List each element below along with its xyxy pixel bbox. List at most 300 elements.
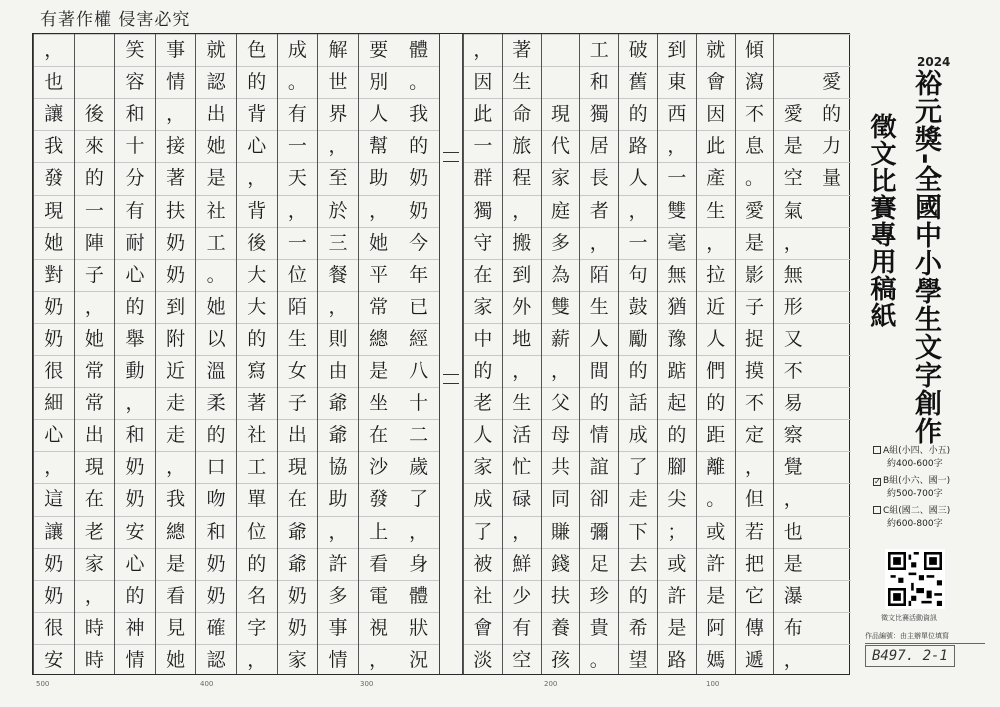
grid-cell bbox=[812, 644, 851, 676]
grid-cell: 去 bbox=[619, 548, 657, 580]
grid-cell: 爺 bbox=[318, 419, 358, 451]
grid-cell: 奶 bbox=[34, 548, 74, 580]
grid-cell: 工 bbox=[196, 227, 236, 259]
manuscript-column bbox=[773, 34, 812, 674]
grid-cell: 的 bbox=[580, 387, 618, 419]
grid-cell: 位 bbox=[278, 259, 318, 291]
grid-cell: 有 bbox=[278, 98, 318, 130]
grid-cell: 她 bbox=[75, 323, 115, 355]
grid-cell bbox=[812, 227, 851, 259]
grid-cell: ， bbox=[697, 227, 735, 259]
grid-cell: 奶 bbox=[278, 612, 318, 644]
grid-cell: ， bbox=[237, 644, 277, 676]
grid-cell bbox=[812, 323, 851, 355]
grid-cell: ， bbox=[658, 130, 696, 162]
grid-cell: 獨 bbox=[580, 98, 618, 130]
grid-cell: 扶 bbox=[542, 580, 580, 612]
grid-cell: 情 bbox=[580, 419, 618, 451]
manuscript-column bbox=[74, 34, 115, 674]
grid-cell: 起 bbox=[658, 387, 696, 419]
grid-cell: 神 bbox=[115, 612, 155, 644]
grid-cell: 毫 bbox=[658, 227, 696, 259]
grid-cell: 由 bbox=[318, 355, 358, 387]
grid-cell: 不 bbox=[736, 98, 774, 130]
grid-cell: 和 bbox=[580, 66, 618, 98]
grid-cell: 是 bbox=[774, 548, 812, 580]
grid-cell: 總 bbox=[156, 516, 196, 548]
grid-cell: 家 bbox=[464, 291, 502, 323]
grid-cell: 氣 bbox=[774, 195, 812, 227]
grid-cell bbox=[812, 291, 851, 323]
grid-cell: 空 bbox=[774, 162, 812, 194]
grid-cell: 沙 bbox=[359, 451, 399, 483]
grid-cell: 大 bbox=[237, 291, 277, 323]
grid-cell: 界 bbox=[318, 98, 358, 130]
grid-cell: 經 bbox=[398, 323, 439, 355]
grid-cell: 多 bbox=[318, 580, 358, 612]
grid-cell: 雙 bbox=[542, 291, 580, 323]
grid-cell: ， bbox=[34, 451, 74, 483]
grid-cell: 易 bbox=[774, 387, 812, 419]
grid-cell: 生 bbox=[697, 195, 735, 227]
grid-cell: 同 bbox=[542, 483, 580, 515]
grid-cell: 心 bbox=[237, 130, 277, 162]
manuscript-column bbox=[618, 34, 657, 674]
option-a-checkbox[interactable] bbox=[873, 446, 881, 454]
grid-cell: ； bbox=[658, 516, 696, 548]
grid-cell: 子 bbox=[75, 259, 115, 291]
option-a[interactable] bbox=[873, 445, 950, 471]
grid-cell: 歲 bbox=[398, 451, 439, 483]
grid-cell: 家 bbox=[278, 644, 318, 676]
grid-cell: 希 bbox=[619, 612, 657, 644]
grid-cell: 陌 bbox=[278, 291, 318, 323]
grid-cell: 平 bbox=[359, 259, 399, 291]
grid-cell: 把 bbox=[736, 548, 774, 580]
grid-cell: 淡 bbox=[464, 644, 502, 676]
grid-cell: ， bbox=[318, 130, 358, 162]
option-c[interactable] bbox=[873, 505, 950, 531]
grid-cell: 三 bbox=[318, 227, 358, 259]
grid-cell: 若 bbox=[736, 516, 774, 548]
grid-cell: 吻 bbox=[196, 483, 236, 515]
grid-cell: 上 bbox=[359, 516, 399, 548]
grid-cell: 望 bbox=[619, 644, 657, 676]
grid-cell: 著 bbox=[237, 387, 277, 419]
manuscript-column bbox=[735, 34, 774, 674]
grid-cell: 陣 bbox=[75, 227, 115, 259]
grid-cell: 息 bbox=[736, 130, 774, 162]
grid-cell: 於 bbox=[318, 195, 358, 227]
grid-cell: 此 bbox=[697, 130, 735, 162]
grid-cell: 彌 bbox=[580, 516, 618, 548]
grid-cell: 有 bbox=[503, 612, 541, 644]
grid-cell: 被 bbox=[464, 548, 502, 580]
grid-cell: 我 bbox=[34, 130, 74, 162]
grid-cell: 因 bbox=[464, 66, 502, 98]
grid-cell: 心 bbox=[115, 548, 155, 580]
grid-cell bbox=[812, 419, 851, 451]
grid-cell: 路 bbox=[658, 644, 696, 676]
grid-cell: 已 bbox=[398, 291, 439, 323]
grid-cell: 天 bbox=[278, 162, 318, 194]
grid-cell: 的 bbox=[697, 387, 735, 419]
grid-cell: ， bbox=[774, 483, 812, 515]
grid-cell bbox=[542, 66, 580, 98]
grid-cell: 代 bbox=[542, 130, 580, 162]
grid-cell: 到 bbox=[156, 291, 196, 323]
grid-cell: 奶 bbox=[115, 483, 155, 515]
grid-cell: 名 bbox=[237, 580, 277, 612]
grid-cell: 母 bbox=[542, 419, 580, 451]
grid-cell: 地 bbox=[503, 323, 541, 355]
grid-cell bbox=[75, 34, 115, 66]
grid-cell: 寫 bbox=[237, 355, 277, 387]
grid-cell: 奶 bbox=[196, 548, 236, 580]
manuscript-column bbox=[502, 34, 541, 674]
grid-cell: 離 bbox=[697, 451, 735, 483]
grid-cell: 破 bbox=[619, 34, 657, 66]
grid-cell: 瀑 bbox=[774, 580, 812, 612]
grid-cell: 。 bbox=[580, 644, 618, 676]
grid-cell: 賺 bbox=[542, 516, 580, 548]
grid-cell: 或 bbox=[658, 548, 696, 580]
grid-cell: 了 bbox=[464, 516, 502, 548]
grid-cell: 忙 bbox=[503, 451, 541, 483]
option-b[interactable] bbox=[873, 475, 950, 501]
grid-cell: 在 bbox=[464, 259, 502, 291]
grid-cell: 的 bbox=[196, 419, 236, 451]
grid-cell: 外 bbox=[503, 291, 541, 323]
grid-cell: 。 bbox=[398, 66, 439, 98]
manuscript-column bbox=[33, 34, 74, 674]
grid-cell: 碌 bbox=[503, 483, 541, 515]
grid-cell: 女 bbox=[278, 355, 318, 387]
grid-cell: 情 bbox=[115, 644, 155, 676]
entry-number-line: 作品編號：由主辦單位填寫 bbox=[865, 631, 985, 644]
grid-cell: 的 bbox=[115, 580, 155, 612]
manuscript-column bbox=[657, 34, 696, 674]
grid-cell: 拉 bbox=[697, 259, 735, 291]
grid-cell: ， bbox=[237, 162, 277, 194]
grid-cell: 一 bbox=[75, 195, 115, 227]
manuscript-column bbox=[114, 34, 155, 674]
grid-cell bbox=[812, 516, 851, 548]
grid-cell: 有 bbox=[115, 195, 155, 227]
grid-cell: 出 bbox=[196, 98, 236, 130]
grid-cell: 分 bbox=[115, 162, 155, 194]
grid-cell: 大 bbox=[237, 259, 277, 291]
gutter-mark-bottom bbox=[443, 374, 459, 384]
grid-cell bbox=[812, 195, 851, 227]
grid-cell: 十 bbox=[398, 387, 439, 419]
grid-cell: 在 bbox=[359, 419, 399, 451]
grid-cell: 又 bbox=[774, 323, 812, 355]
grid-cell: 著 bbox=[156, 162, 196, 194]
grid-cell: 現 bbox=[75, 451, 115, 483]
grid-cell: 助 bbox=[318, 483, 358, 515]
grid-cell: ， bbox=[359, 195, 399, 227]
grid-cell: 孩 bbox=[542, 644, 580, 676]
grid-cell: 常 bbox=[75, 355, 115, 387]
grid-cell: 是 bbox=[697, 580, 735, 612]
manuscript-column bbox=[696, 34, 735, 674]
grid-cell: ， bbox=[464, 34, 502, 66]
grid-cell: 常 bbox=[359, 291, 399, 323]
grid-cell: 老 bbox=[464, 387, 502, 419]
grid-cell: 很 bbox=[34, 612, 74, 644]
grid-cell: 路 bbox=[619, 130, 657, 162]
grid-cell: 。 bbox=[278, 66, 318, 98]
grid-cell: 程 bbox=[503, 162, 541, 194]
grid-cell: 因 bbox=[697, 98, 735, 130]
grid-cell: 居 bbox=[580, 130, 618, 162]
grid-cell bbox=[812, 34, 851, 66]
grid-cell: 的 bbox=[464, 355, 502, 387]
grid-cell: 舊 bbox=[619, 66, 657, 98]
grid-cell: 到 bbox=[503, 259, 541, 291]
grid-cell: 的 bbox=[619, 98, 657, 130]
grid-cell: 電 bbox=[359, 580, 399, 612]
grid-cell: 爺 bbox=[318, 387, 358, 419]
grid-cell: 事 bbox=[156, 34, 196, 66]
grid-cell: ， bbox=[278, 195, 318, 227]
grid-cell: 坐 bbox=[359, 387, 399, 419]
grid-cell: 錢 bbox=[542, 548, 580, 580]
grid-cell: ， bbox=[736, 451, 774, 483]
grid-cell: 少 bbox=[503, 580, 541, 612]
grid-cell: 西 bbox=[658, 98, 696, 130]
grid-cell: 對 bbox=[34, 259, 74, 291]
grid-cell bbox=[812, 259, 851, 291]
grid-cell: 許 bbox=[318, 548, 358, 580]
grid-cell: 現 bbox=[278, 451, 318, 483]
grid-cell: 一 bbox=[278, 227, 318, 259]
grid-cell: 見 bbox=[156, 612, 196, 644]
grid-cell: 著 bbox=[503, 34, 541, 66]
grid-cell: 守 bbox=[464, 227, 502, 259]
grid-cell: 扶 bbox=[156, 195, 196, 227]
copyright-notice: 有著作權 侵害必究 bbox=[40, 10, 191, 30]
grid-cell: 父 bbox=[542, 387, 580, 419]
grid-cell: 的 bbox=[75, 162, 115, 194]
grid-cell bbox=[812, 612, 851, 644]
grid-cell bbox=[542, 34, 580, 66]
grid-cell: 字 bbox=[237, 612, 277, 644]
option-b-label: B組(小六、國一) bbox=[883, 476, 951, 486]
grid-cell: 位 bbox=[237, 516, 277, 548]
grid-cell: 和 bbox=[115, 98, 155, 130]
grid-cell: ， bbox=[156, 98, 196, 130]
manuscript-column bbox=[579, 34, 618, 674]
grid-cell: 的 bbox=[619, 580, 657, 612]
grid-cell: 也 bbox=[774, 516, 812, 548]
grid-cell: 旅 bbox=[503, 130, 541, 162]
grid-cell: 空 bbox=[503, 644, 541, 676]
grid-cell: 就 bbox=[196, 34, 236, 66]
grid-cell: ， bbox=[774, 227, 812, 259]
grid-cell: 共 bbox=[542, 451, 580, 483]
grid-cell: 至 bbox=[318, 162, 358, 194]
grid-cell: 看 bbox=[359, 548, 399, 580]
grid-cell: 八 bbox=[398, 355, 439, 387]
grid-cell: 是 bbox=[736, 227, 774, 259]
grid-cell: 覺 bbox=[774, 451, 812, 483]
grid-cell: 今 bbox=[398, 227, 439, 259]
grid-cell: 的 bbox=[237, 66, 277, 98]
grid-cell: 近 bbox=[697, 291, 735, 323]
grid-cell: 人 bbox=[580, 323, 618, 355]
grid-cell: 溫 bbox=[196, 355, 236, 387]
grid-cell: 讓 bbox=[34, 516, 74, 548]
grid-cell: 愛 bbox=[812, 66, 851, 98]
manuscript-column bbox=[195, 34, 236, 674]
grid-cell: 鮮 bbox=[503, 548, 541, 580]
grid-cell bbox=[812, 580, 851, 612]
grid-cell: 體 bbox=[398, 580, 439, 612]
grid-cell: ， bbox=[34, 34, 74, 66]
grid-cell: 家 bbox=[542, 162, 580, 194]
grid-cell: 奶 bbox=[156, 259, 196, 291]
grid-cell: 舉 bbox=[115, 323, 155, 355]
grid-cell: 一 bbox=[464, 130, 502, 162]
grid-cell: 一 bbox=[619, 227, 657, 259]
grid-cell: 的 bbox=[812, 98, 851, 130]
manuscript-column bbox=[317, 34, 358, 674]
grid-cell: 產 bbox=[697, 162, 735, 194]
grid-cell: 二 bbox=[398, 419, 439, 451]
grid-cell: 我 bbox=[156, 483, 196, 515]
grid-cell: 來 bbox=[75, 130, 115, 162]
grid-cell: 足 bbox=[580, 548, 618, 580]
grid-cell: 猶 bbox=[658, 291, 696, 323]
grid-cell: 的 bbox=[619, 355, 657, 387]
grid-cell: 人 bbox=[464, 419, 502, 451]
grid-cell: 摸 bbox=[736, 355, 774, 387]
grid-cell: 奶 bbox=[34, 323, 74, 355]
grid-cell: 到 bbox=[658, 34, 696, 66]
grid-cell: 走 bbox=[619, 483, 657, 515]
grid-cell: 奶 bbox=[34, 580, 74, 612]
grid-cell: 活 bbox=[503, 419, 541, 451]
grid-cell: 察 bbox=[774, 419, 812, 451]
grid-cell: 奶 bbox=[115, 451, 155, 483]
grid-cell: 腳 bbox=[658, 451, 696, 483]
grid-cell: 成 bbox=[619, 419, 657, 451]
grid-cell: 是 bbox=[359, 355, 399, 387]
grid-cell: 雙 bbox=[658, 195, 696, 227]
grid-cell: 心 bbox=[115, 259, 155, 291]
grid-cell: 色 bbox=[237, 34, 277, 66]
grid-cell: ， bbox=[115, 387, 155, 419]
grid-cell: 子 bbox=[736, 291, 774, 323]
grid-cell: 身 bbox=[398, 548, 439, 580]
grid-cell: 時 bbox=[75, 612, 115, 644]
grid-cell: 讓 bbox=[34, 98, 74, 130]
grid-cell: 瀉 bbox=[736, 66, 774, 98]
manuscript-column bbox=[541, 34, 580, 674]
grid-cell: 許 bbox=[697, 548, 735, 580]
grid-cell: 發 bbox=[359, 483, 399, 515]
grid-cell: ， bbox=[359, 644, 399, 676]
grid-cell: 生 bbox=[503, 66, 541, 98]
grid-cell: 動 bbox=[115, 355, 155, 387]
grid-cell: ， bbox=[75, 580, 115, 612]
grid-cell: ， bbox=[580, 227, 618, 259]
grid-cell: 一 bbox=[658, 162, 696, 194]
grid-cell: 力 bbox=[812, 130, 851, 162]
grid-cell: 奶 bbox=[278, 580, 318, 612]
grid-cell: 養 bbox=[542, 612, 580, 644]
grid-cell: 。 bbox=[736, 162, 774, 194]
grid-cell: 人 bbox=[359, 98, 399, 130]
grid-cell: 耐 bbox=[115, 227, 155, 259]
grid-cell: 安 bbox=[115, 516, 155, 548]
grid-cell: 人 bbox=[697, 323, 735, 355]
grid-cell: 。 bbox=[196, 259, 236, 291]
grid-cell: 口 bbox=[196, 451, 236, 483]
grid-cell: 命 bbox=[503, 98, 541, 130]
grid-cell: 認 bbox=[196, 66, 236, 98]
option-c-checkbox[interactable] bbox=[873, 506, 881, 514]
grid-cell: 是 bbox=[658, 612, 696, 644]
grid-cell: 誼 bbox=[580, 451, 618, 483]
scale-mark-400: 400 bbox=[200, 680, 214, 688]
sub-title: 徵文比賽專用稿紙 bbox=[866, 113, 896, 329]
right-panel bbox=[855, 33, 995, 673]
grid-cell: 出 bbox=[278, 419, 318, 451]
grid-cell: 了 bbox=[398, 483, 439, 515]
manuscript-column bbox=[277, 34, 318, 674]
grid-cell: ， bbox=[774, 644, 812, 676]
grid-cell: ， bbox=[318, 291, 358, 323]
grid-cell: ， bbox=[542, 355, 580, 387]
grid-cell: 的 bbox=[237, 548, 277, 580]
grid-cell: 助 bbox=[359, 162, 399, 194]
qr-code[interactable] bbox=[885, 549, 945, 609]
grid-cell: 社 bbox=[237, 419, 277, 451]
option-b-checkbox[interactable]: ✓ bbox=[874, 477, 881, 486]
grid-cell: 背 bbox=[237, 195, 277, 227]
grid-cell: 現 bbox=[542, 98, 580, 130]
grid-cell: 爺 bbox=[278, 548, 318, 580]
grid-cell: 搬 bbox=[503, 227, 541, 259]
grid-cell: 鼓 bbox=[619, 291, 657, 323]
grid-cell: 和 bbox=[196, 516, 236, 548]
grid-cell: 年 bbox=[398, 259, 439, 291]
grid-cell: 人 bbox=[619, 162, 657, 194]
grid-cell: 和 bbox=[115, 419, 155, 451]
grid-cell: 的 bbox=[398, 130, 439, 162]
grid-cell: 成 bbox=[278, 34, 318, 66]
grid-cell: 們 bbox=[697, 355, 735, 387]
grid-cell: 下 bbox=[619, 516, 657, 548]
grid-cell: 狀 bbox=[398, 612, 439, 644]
grid-cell: 工 bbox=[237, 451, 277, 483]
grid-cell: 看 bbox=[156, 580, 196, 612]
grid-cell: 細 bbox=[34, 387, 74, 419]
grid-cell: 奶 bbox=[398, 195, 439, 227]
grid-cell: 她 bbox=[359, 227, 399, 259]
grid-cell: 豫 bbox=[658, 323, 696, 355]
scale-mark-500: 500 bbox=[36, 680, 50, 688]
handwritten-stamp: B497. 2-1 bbox=[865, 645, 955, 667]
scale-mark-200: 200 bbox=[544, 680, 558, 688]
grid-cell: 影 bbox=[736, 259, 774, 291]
grid-cell: 常 bbox=[75, 387, 115, 419]
grid-cell: 或 bbox=[697, 516, 735, 548]
grid-cell: 成 bbox=[464, 483, 502, 515]
